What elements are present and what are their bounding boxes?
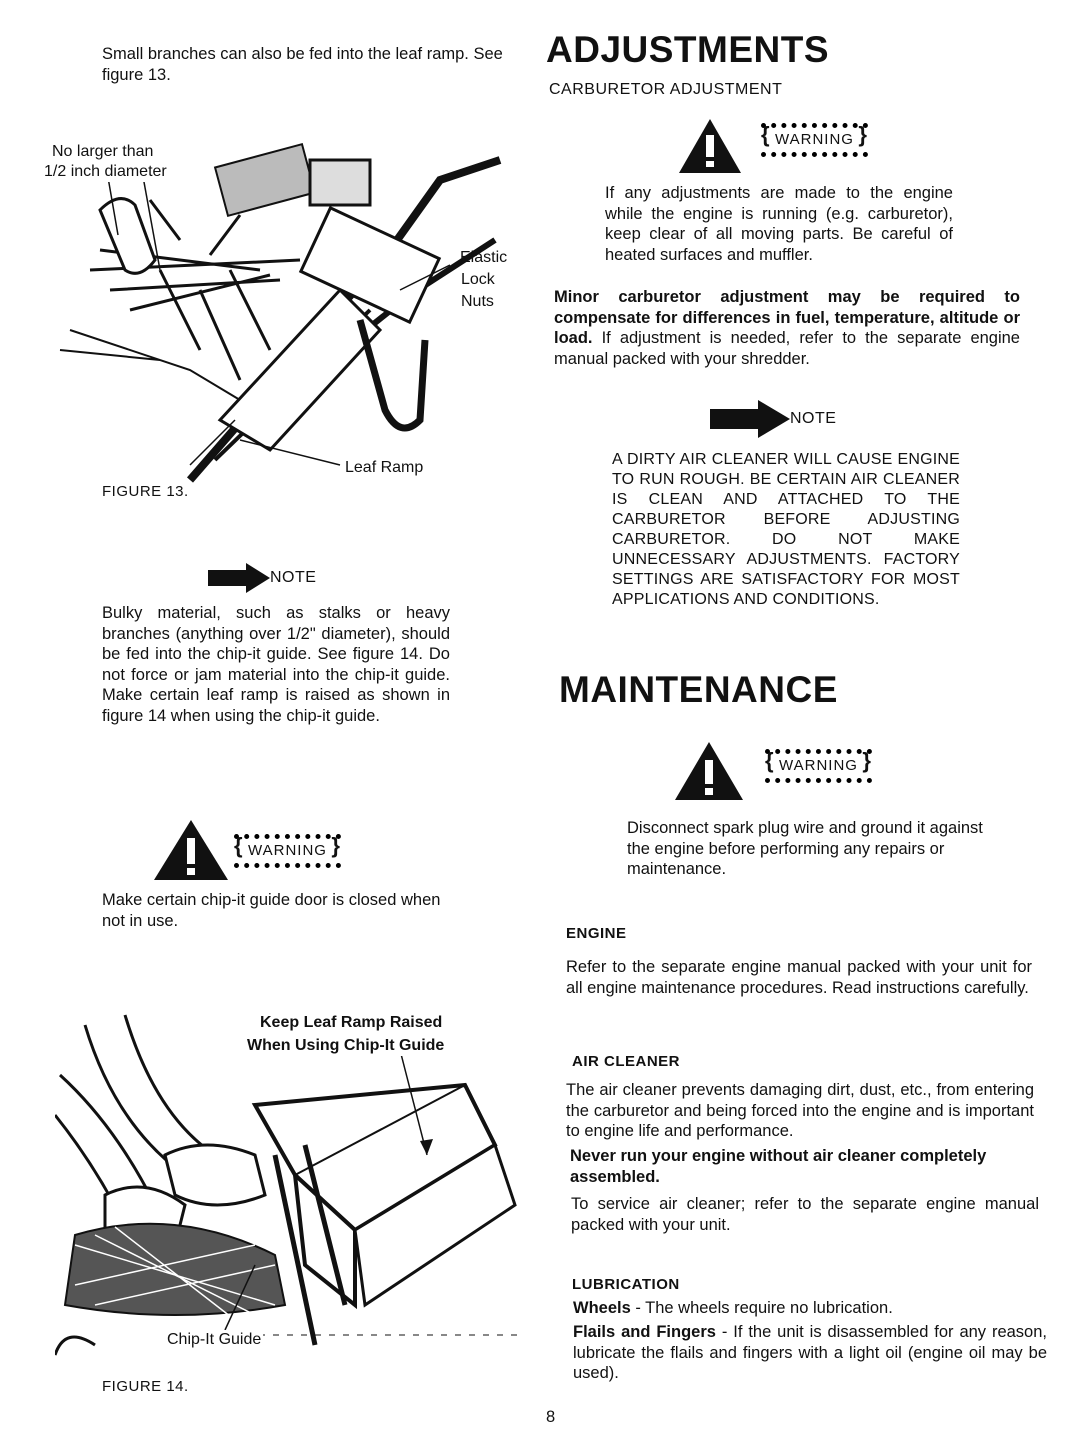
fig13-callout-lock: Lock [461, 271, 495, 288]
adjustments-title: ADJUSTMENTS [546, 29, 830, 70]
maintenance-title: MAINTENANCE [559, 669, 838, 710]
intro-paragraph: Small branches can also be fed into the leaf ramp. See figure 13. [102, 45, 503, 84]
flails-text: - If the unit is disassembled for any reason, lubricate the flails and fingers with a light oil (engine oil may be used). [573, 1323, 1047, 1382]
lubrication-flails [573, 1322, 1047, 1384]
warning-1-text: Make certain chip-it guide door is closed when not in use. [102, 891, 441, 930]
figure-13 [40, 120, 520, 490]
figure-13-caption: FIGURE 13. [102, 483, 189, 500]
warning-triangle-icon [152, 818, 230, 882]
air-cleaner-warning: Never run your engine without air cleaner completely assembled. [570, 1147, 987, 1186]
note-arrow-icon [208, 563, 270, 593]
engine-text: Refer to the separate engine manual packed with your unit for all engine maintenance procedures. Read instructions carefully. [566, 958, 1032, 997]
fig13-callout-leaf-ramp: Leaf Ramp [345, 459, 424, 476]
fig13-callout-nuts: Nuts [461, 293, 494, 310]
note-arrow-icon [710, 400, 790, 438]
engine-heading: ENGINE [566, 925, 627, 942]
warning-badge-3 [673, 740, 872, 802]
note-label: NOTE [270, 569, 317, 586]
warning-badge-1 [152, 818, 341, 882]
air-cleaner-heading: AIR CLEANER [572, 1053, 681, 1070]
figure-14 [55, 1005, 525, 1375]
carburetor-paragraph-bold: Minor carburetor adjustment may be required to compensate for differences in fuel, temperature, altitude or load. [554, 288, 1020, 347]
lubrication-wheels [573, 1298, 1039, 1319]
warning-badge-2 [677, 117, 868, 175]
warning-triangle-icon [673, 740, 745, 802]
note-badge-2 [710, 400, 836, 438]
carburetor-paragraph [554, 287, 1020, 369]
air-cleaner-text: The air cleaner prevents damaging dirt, dust, etc., from entering the carburetor and being forced into the engine and is important to engine life and performance. [566, 1081, 1034, 1140]
fig13-callout-no-larger: No larger than [52, 143, 154, 160]
warning-label: { WARNING } [761, 123, 868, 157]
lubrication-heading: LUBRICATION [572, 1276, 680, 1293]
fig13-callout-diameter: 1/2 inch diameter [44, 163, 167, 180]
note-badge-1 [208, 563, 316, 593]
carburetor-paragraph-rest: If adjustment is needed, refer to the separate engine manual packed with your shredder. [554, 329, 1020, 368]
wheels-label: Wheels [573, 1299, 631, 1317]
carburetor-heading: CARBURETOR ADJUSTMENT [549, 81, 783, 98]
wheels-text: - The wheels require no lubrication. [630, 1299, 893, 1317]
figure-14-illustration [55, 1005, 525, 1375]
figure-14-caption: FIGURE 14. [102, 1378, 189, 1395]
note-label: NOTE [790, 410, 837, 427]
warning-triangle-icon [677, 117, 743, 175]
note-1-text: Bulky material, such as stalks or heavy branches (anything over 1/2" diameter), should be fed into the chip-it guide. See figure 14. Do not force or jam material into the chip-it guide. Make certain leaf ramp is raised as shown in figure 14 when using the chip-it guide. [102, 604, 450, 725]
fig13-callout-elastic: Elastic [460, 249, 508, 266]
warning-label: { WARNING } [234, 834, 341, 868]
warning-2-text: If any adjustments are made to the engine while the engine is running (e.g. carburetor), keep clear of all moving parts. Be careful of heated surfaces and muffler. [605, 184, 953, 264]
fig14-callout-line1: Keep Leaf Ramp Raised [260, 1014, 443, 1031]
fig14-callout-line2: When Using Chip-It Guide [247, 1037, 445, 1054]
air-cleaner-service: To service air cleaner; refer to the separate engine manual packed with your unit. [571, 1195, 1039, 1234]
flails-label: Flails and Fingers [573, 1323, 716, 1341]
fig14-callout-chip-it: Chip-It Guide [167, 1331, 262, 1348]
warning-label: { WARNING } [765, 749, 872, 783]
warning-3-text: Disconnect spark plug wire and ground it against the engine before performing any repairs or maintenance. [627, 819, 983, 878]
page-number: 8 [546, 1408, 556, 1426]
note-2-text: A DIRTY AIR CLEANER WILL CAUSE ENGINE TO RUN ROUGH. BE CERTAIN AIR CLEANER IS CLEAN AND ATTACHED TO THE CARBURETOR BEFORE ADJUSTING CARBURETOR. DO NOT MAKE UNNECESSARY ADJUSTMENTS. FACTORY SETTINGS ARE SATISFACTORY FOR MOST APPLICATIONS AND CONDITIONS. [612, 451, 960, 608]
